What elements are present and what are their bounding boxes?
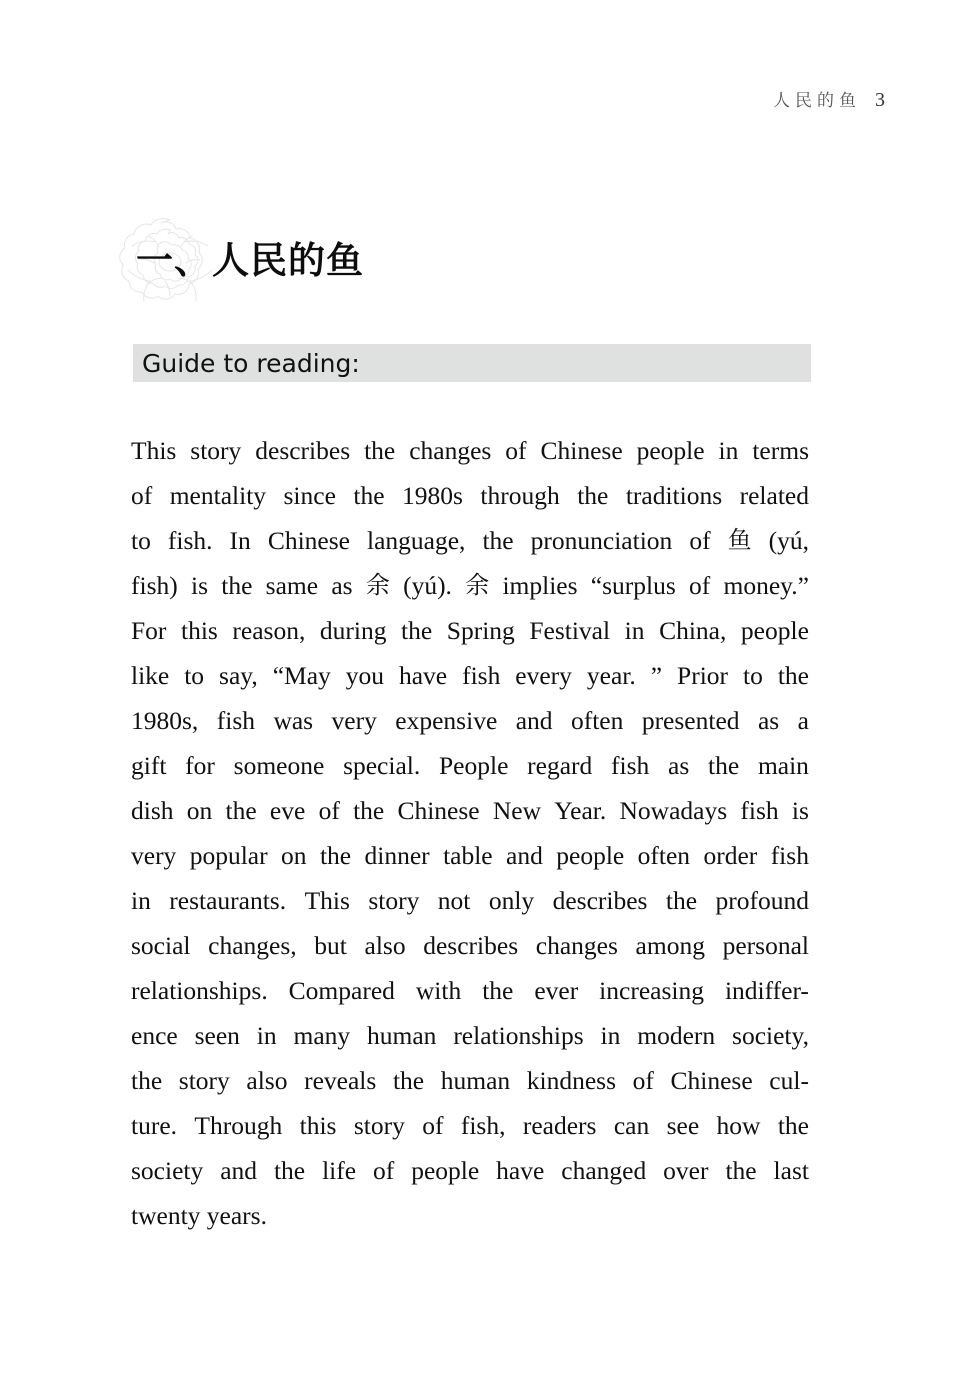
body-line: fish) is the same as 余 (yú). 余 implies “surplus of money.” <box>131 571 809 600</box>
body-line: to fish. In Chinese language, the pronunciation of 鱼 (yú, <box>131 526 809 555</box>
body-line: dish on the eve of the Chinese New Year. Nowadays fish is <box>131 796 809 825</box>
body-line: society and the life of people have changed over the last <box>131 1156 809 1185</box>
body-line: gift for someone special. People regard fish as the main <box>131 751 809 780</box>
body-line: in restaurants. This story not only describes the profound <box>131 886 809 915</box>
guide-to-reading-label: Guide to reading: <box>142 348 360 378</box>
body-paragraph <box>131 428 809 1238</box>
body-line: like to say, “May you have fish every year. ” Prior to the <box>131 661 809 690</box>
body-line: twenty years. <box>131 1201 267 1230</box>
body-line: social changes, but also describes changes among personal <box>131 931 809 960</box>
guide-to-reading-band <box>133 344 811 382</box>
running-header-title: 人民的鱼 <box>773 91 861 111</box>
chapter-heading-block <box>118 212 818 312</box>
chapter-title: 一、人民的鱼 <box>136 238 364 282</box>
body-line: of mentality since the 1980s through the traditions related <box>131 481 809 510</box>
body-line: the story also reveals the human kindness of Chinese cul- <box>131 1066 809 1095</box>
page-number: 3 <box>875 89 885 111</box>
running-header <box>773 86 885 112</box>
body-line: ture. Through this story of fish, readers can see how the <box>131 1111 809 1140</box>
body-line: relationships. Compared with the ever increasing indiffer- <box>131 976 809 1005</box>
body-line: This story describes the changes of Chinese people in terms <box>131 436 809 465</box>
body-line: 1980s, fish was very expensive and often presented as a <box>131 706 809 735</box>
body-line: ence seen in many human relationships in modern society, <box>131 1021 809 1050</box>
body-line: For this reason, during the Spring Festival in China, people <box>131 616 809 645</box>
body-line: very popular on the dinner table and people often order fish <box>131 841 809 870</box>
